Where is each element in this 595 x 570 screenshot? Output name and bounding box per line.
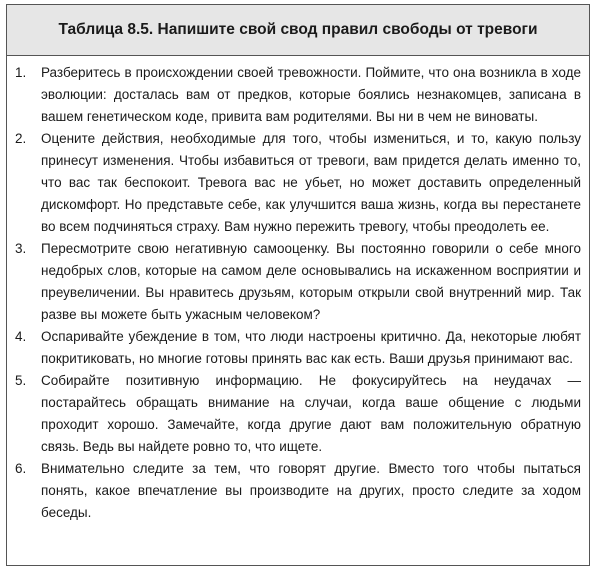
rule-item-2 xyxy=(7,128,589,238)
rule-item-5 xyxy=(7,370,589,458)
rule-number: 3. xyxy=(15,241,27,256)
rule-number: 6. xyxy=(15,461,27,476)
table-header xyxy=(7,5,589,56)
rule-item-3 xyxy=(7,238,589,326)
table-title: Таблица 8.5. Напишите свой свод правил свободы от тревоги xyxy=(58,21,538,38)
rule-item-4 xyxy=(7,326,589,370)
rule-text: Внимательно следите за тем, что говорят другие. Вместо того чтобы пытаться понять, какое впечатление вы производите на других, просто следите за ходом беседы. xyxy=(41,461,581,520)
rules-table xyxy=(6,4,590,566)
rule-text: Пересмотрите свою негативную самооценку. Вы постоянно говорили о себе много недобрых слов, которые на самом деле основывались на искаженном восприятии и преувеличении. Вы нравитесь друзьям, которым открыли свой внутренний мир. Так разве вы можете быть ужасным человеком? xyxy=(41,241,581,322)
rule-text: Разберитесь в происхождении своей тревожности. Поймите, что она возникла в ходе эволюции: досталась вам от предков, которые боялись незнакомцев, записана в вашем генетическом коде, привита вам родителями. Вы ни в чем не виноваты. xyxy=(41,65,581,124)
rules-list xyxy=(7,56,589,524)
rule-item-1 xyxy=(7,62,589,128)
rule-text: Оцените действия, необходимые для того, чтобы измениться, и то, какую пользу принесут изменения. Чтобы избавиться от тревоги, вам придется делать именно то, что вас так беспокоит. Тревога вас не убьет, но может доставить определенный дискомфорт. Но представьте себе, как улучшится ваша жизнь, когда вы перестанете во всем подчиняться страху. Вам нужно пережить тревогу, чтобы преодолеть ее. xyxy=(41,131,581,234)
rule-number: 2. xyxy=(15,131,27,146)
rule-item-6 xyxy=(7,458,589,524)
rule-number: 4. xyxy=(15,329,27,344)
rule-text: Оспаривайте убеждение в том, что люди настроены критично. Да, некоторые любят покритиковать, но многие готовы принять вас как есть. Ваши друзья принимают вас. xyxy=(41,329,581,366)
rule-text: Собирайте позитивную информацию. Не фокусируйтесь на неудачах — постарайтесь обращать внимание на случаи, когда ваше общение с людьми проходит хорошо. Замечайте, когда другие дают вам положительную обратную связь. Ведь вы найдете ровно то, что ищете. xyxy=(41,373,581,454)
rule-number: 5. xyxy=(15,373,27,388)
rule-number: 1. xyxy=(15,65,27,80)
